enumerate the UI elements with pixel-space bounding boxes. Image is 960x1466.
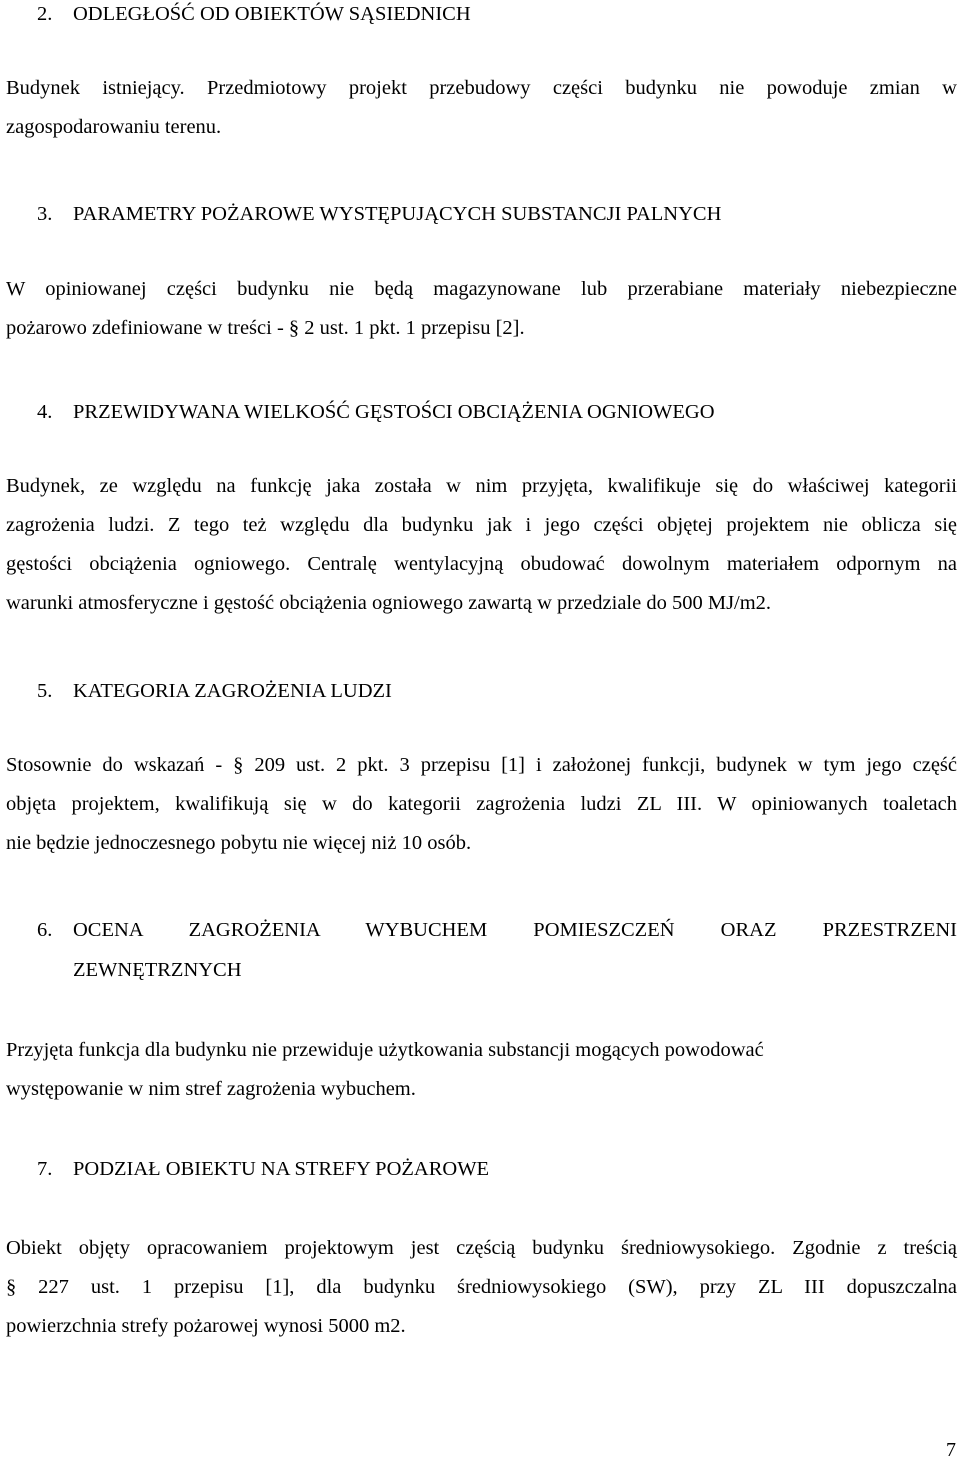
body-line: nie będzie jednoczesnego pobytu nie więcej niż 10 osób. [6,832,472,854]
body-line: W opiniowanej części budynku nie będą magazynowane lub przerabiane materiały niebezpieczne [6,278,957,300]
section-5 [6,671,957,863]
section-heading [6,1149,957,1189]
body-line: występowanie w nim stref zagrożenia wybuchem. [6,1078,416,1100]
section-title-line: ZEWNĘTRZNYCH [73,959,242,981]
section-body [6,1229,957,1346]
body-line: Obiekt objęty opracowaniem projektowym jest częścią budynku średniowysokiego. Zgodnie z treścią [6,1237,957,1259]
section-body [6,1031,957,1109]
section-heading [6,671,957,711]
section-7 [6,1149,957,1346]
section-body [6,746,957,863]
body-line: objęta projektem, kwalifikują się w do kategorii zagrożenia ludzi ZL III. W opiniowanych toaletach [6,793,957,815]
section-heading [6,392,957,432]
body-line: gęstości obciążenia ogniowego. Centralę wentylacyjną obudować dowolnym materiałem odpornym na [6,553,957,575]
body-line: powierzchnia strefy pożarowej wynosi 5000 m2. [6,1315,406,1337]
section-4 [6,392,957,623]
body-line: zagrożenia ludzi. Z tego też względu dla budynku jak i jego części objętej projektem nie oblicza się [6,514,957,536]
body-line: Przyjęta funkcja dla budynku nie przewiduje użytkowania substancji mogących powodować [6,1039,764,1061]
section-6 [6,910,957,1109]
body-line: Budynek istniejący. Przedmiotowy projekt przebudowy części budynku nie powoduje zmian w [6,77,957,99]
body-line: § 227 ust. 1 przepisu [1], dla budynku średniowysokiego (SW), przy ZL III dopuszczalna [6,1276,957,1298]
section-heading [6,194,957,234]
body-line: Budynek, ze względu na funkcję jaka została w nim przyjęta, kwalifikuje się do właściwej kategorii [6,475,957,497]
body-line: Stosownie do wskazań - § 209 ust. 2 pkt. 3 przepisu [1] i założonej funkcji, budynek w tym jego część [6,754,957,776]
section-title: ODLEGŁOŚĆ OD OBIEKTÓW SĄSIEDNICH [73,3,471,25]
section-number: 6. [37,919,53,941]
section-heading [6,0,957,34]
section-body [6,270,957,348]
section-body [6,467,957,623]
section-title: KATEGORIA ZAGROŻENIA LUDZI [73,680,392,702]
section-title: PRZEWIDYWANA WIELKOŚĆ GĘSTOŚCI OBCIĄŻENIA OGNIOWEGO [73,401,715,423]
section-heading [6,910,957,950]
section-body [6,69,957,147]
section-3 [6,194,957,348]
section-2 [6,0,957,147]
section-number: 2. [37,3,53,25]
section-title: PARAMETRY POŻAROWE WYSTĘPUJĄCYCH SUBSTANCJI PALNYCH [73,203,722,225]
section-number: 7. [37,1158,53,1180]
page-number: 7 [946,1439,956,1461]
section-heading-continued [6,950,957,990]
body-line: zagospodarowaniu terenu. [6,116,222,138]
section-number: 3. [37,203,53,225]
section-title-line: OCENA ZAGROŻENIA WYBUCHEM POMIESZCZEŃ ORAZ PRZESTRZENI [73,919,957,941]
section-number: 4. [37,401,53,423]
section-number: 5. [37,680,53,702]
body-line: pożarowo zdefiniowane w treści - § 2 ust. 1 pkt. 1 przepisu [2]. [6,317,525,339]
section-title: PODZIAŁ OBIEKTU NA STREFY POŻAROWE [73,1158,490,1180]
body-line: warunki atmosferyczne i gęstość obciążenia ogniowego zawartą w przedziale do 500 MJ/m2. [6,592,772,614]
